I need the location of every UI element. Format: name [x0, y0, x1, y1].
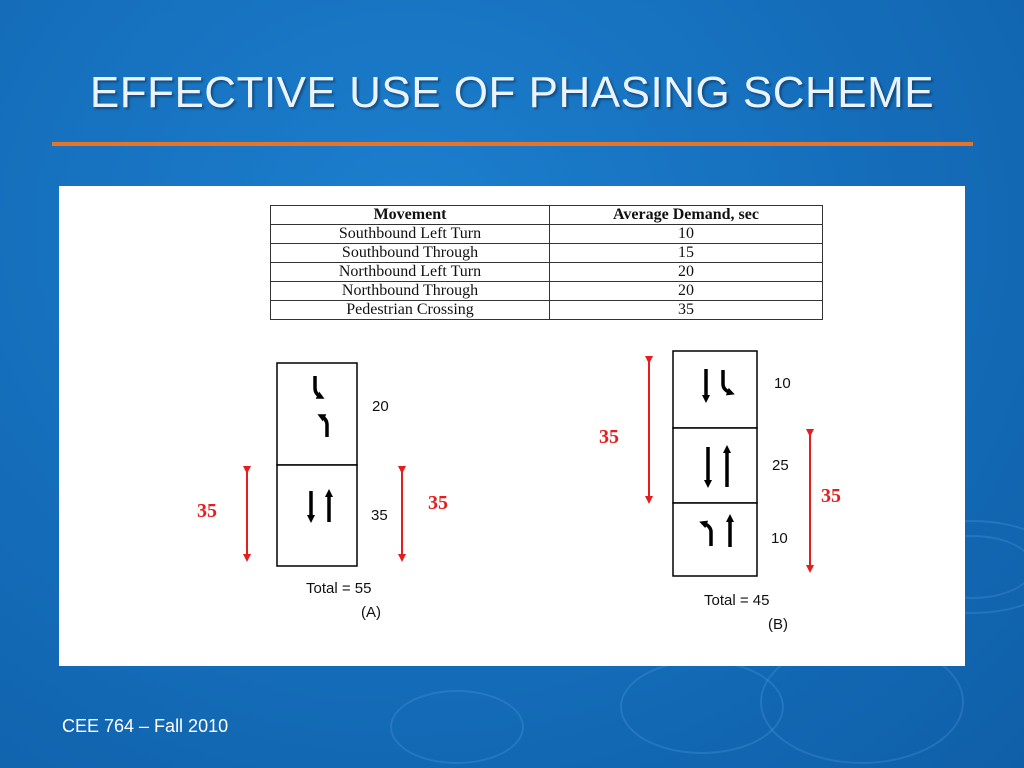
scheme-a-total: Total = 55: [306, 580, 372, 597]
scheme-a-phase-2-box: [277, 465, 357, 566]
table-cell: Northbound Left Turn: [271, 263, 550, 282]
scheme-b-phase-1-duration: 10: [774, 375, 791, 392]
page-title: EFFECTIVE USE OF PHASING SCHEME: [89, 68, 935, 117]
table-cell: 35: [550, 301, 823, 320]
scheme-a-phase-2-duration: 35: [371, 507, 388, 524]
table-cell: Pedestrian Crossing: [271, 301, 550, 320]
table-header-cell: Movement: [271, 206, 550, 225]
scheme-b-total: Total = 45: [704, 592, 770, 609]
scheme-b-label: (B): [768, 616, 788, 633]
scheme-b-phase-3-box: [673, 503, 757, 576]
scheme-b-phase-2-duration: 25: [772, 457, 789, 474]
table-cell: Southbound Through: [271, 244, 550, 263]
scheme-b-phase-3-duration: 10: [771, 530, 788, 547]
scheme-a-phase-1-box: [277, 363, 357, 465]
table-cell: 20: [550, 282, 823, 301]
table-cell: 10: [550, 225, 823, 244]
table-cell: Southbound Left Turn: [271, 225, 550, 244]
scheme-b-pedestrian-label-left: 35: [599, 426, 619, 448]
table-header-cell: Average Demand, sec: [550, 206, 823, 225]
footer-text: CEE 764 – Fall 2010: [62, 716, 229, 736]
scheme-b-pedestrian-label-right: 35: [821, 485, 841, 507]
table-cell: 15: [550, 244, 823, 263]
table-cell: 20: [550, 263, 823, 282]
scheme-a-label: (A): [361, 604, 381, 621]
scheme-a-pedestrian-label-right: 35: [428, 492, 448, 514]
scheme-a-pedestrian-label-left: 35: [197, 500, 217, 522]
table-cell: Northbound Through: [271, 282, 550, 301]
scheme-b-phase-2-box: [673, 428, 757, 503]
scheme-b-phase-1-box: [673, 351, 757, 428]
scheme-a-phase-1-duration: 20: [372, 398, 389, 415]
